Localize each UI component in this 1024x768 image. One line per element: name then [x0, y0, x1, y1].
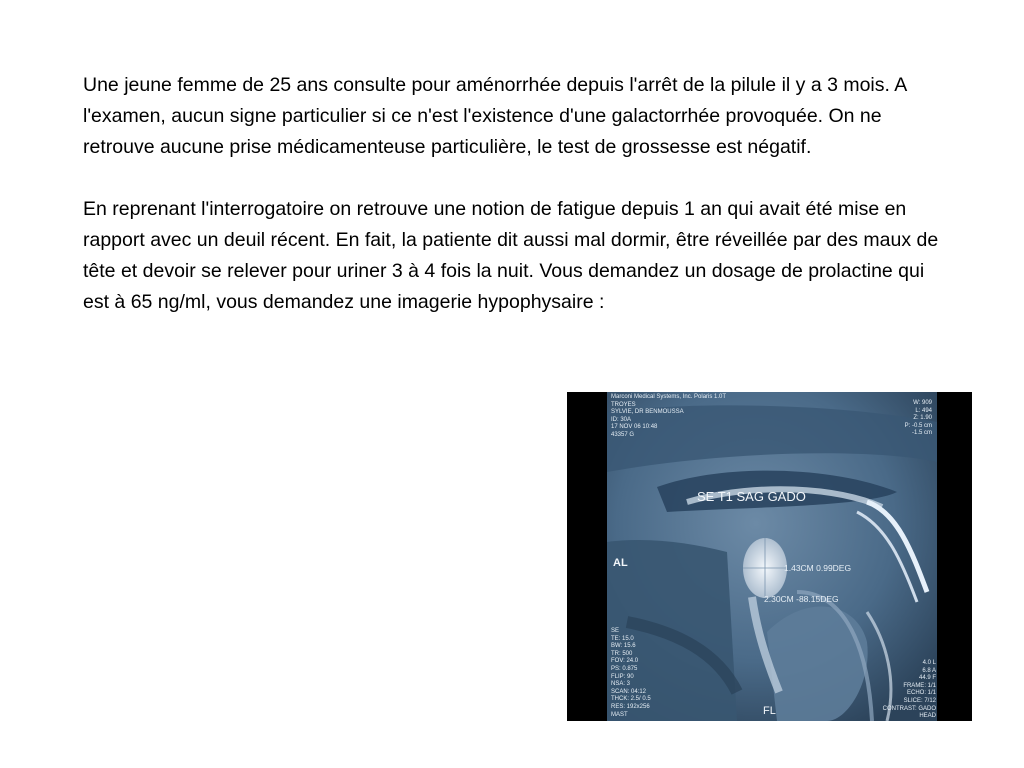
mri-slice-line: SLICE: 7/12	[903, 697, 936, 704]
mri-header-line: 43357 G	[611, 431, 635, 438]
mri-param-line: FLIP: 90	[611, 673, 634, 680]
mri-window-line: L: 494	[915, 407, 932, 414]
paragraph-history: En reprenant l'interrogatoire on retrouve une notion de fatigue depuis 1 an qui avait été mise en rapport avec un deuil récent. En fait, la patiente dit aussi mal dormir, être réveillée par des maux de tête et devoir se relever pour uriner 3 à 4 fois la nuit. Vous demandez un dosage de prolactine qui est à 65 ng/ml, vous demandez une imagerie hypophysaire :	[83, 198, 939, 313]
mri-image	[567, 392, 972, 721]
mri-param-line: FOV: 24.0	[611, 658, 639, 665]
mri-sequence-label: SE T1 SAG GADO	[697, 489, 806, 504]
mri-window-line: P: -0.5 cm	[904, 422, 932, 429]
mri-param-line: MAST	[611, 711, 628, 718]
mri-param-line: TR: 500	[611, 650, 633, 657]
mri-window-line: Z: 1.90	[913, 415, 932, 422]
mri-header-line: 17 NOV 06 10:48	[611, 424, 658, 431]
mri-header-info	[611, 394, 726, 440]
mri-window-line: -1.5 cm	[911, 430, 932, 437]
mri-slice-line: FRAME: 1/1	[903, 682, 936, 689]
mri-window-line: W: 909	[913, 400, 932, 406]
mri-measure-1: 1.43CM 0.99DEG	[784, 563, 852, 573]
mri-param-line: NSA: 3	[611, 681, 631, 688]
mri-param-line: SCAN: 04:12	[611, 688, 647, 695]
mri-slice-line: HEAD	[919, 713, 936, 720]
mri-params	[611, 628, 651, 719]
mri-header-line: ID: 30A	[611, 416, 632, 423]
mri-slice-line: ECHO: 1/1	[906, 690, 936, 697]
case-text	[83, 70, 943, 349]
mri-measure-2: 2.30CM -88.15DEG	[764, 594, 839, 604]
mri-param-line: PS: 0.875	[611, 665, 638, 672]
mri-slice-line: 6.8 A	[922, 667, 936, 674]
mri-param-line: SE	[611, 628, 620, 634]
mri-orientation-left: AL	[613, 557, 628, 569]
mri-window-level	[905, 400, 932, 438]
mri-header-line: TROYES	[611, 401, 636, 408]
mri-param-line: BW: 15.6	[611, 643, 636, 650]
mri-orientation-bottom: FL	[763, 705, 776, 717]
mri-param-line: TE: 15.0	[611, 635, 634, 642]
mri-slice-line: 4.0 L	[922, 660, 936, 666]
mri-slice-line: 44.9 F	[918, 675, 936, 682]
mri-header-line: Marconi Medical Systems, Inc. Polaris 1.0T	[611, 394, 727, 400]
paragraph-case-intro: Une jeune femme de 25 ans consulte pour aménorrhée depuis l'arrêt de la pilule il y a 3 mois. A l'examen, aucun signe particulier si ce n'est l'existence d'une galactorrhée provoquée. On ne retrouve aucune prise médicamenteuse particulière, le test de grossesse est négatif.	[83, 74, 907, 158]
mri-header-line: SYLVIE, DR BENMOUSSA	[611, 409, 684, 416]
mri-param-line: THCK: 2.5/ 0.5	[611, 696, 651, 703]
mri-slice-info	[883, 660, 936, 721]
mri-param-line: RES: 192x256	[611, 703, 650, 710]
mri-slice-line: CONTRAST: GADO	[882, 705, 936, 712]
